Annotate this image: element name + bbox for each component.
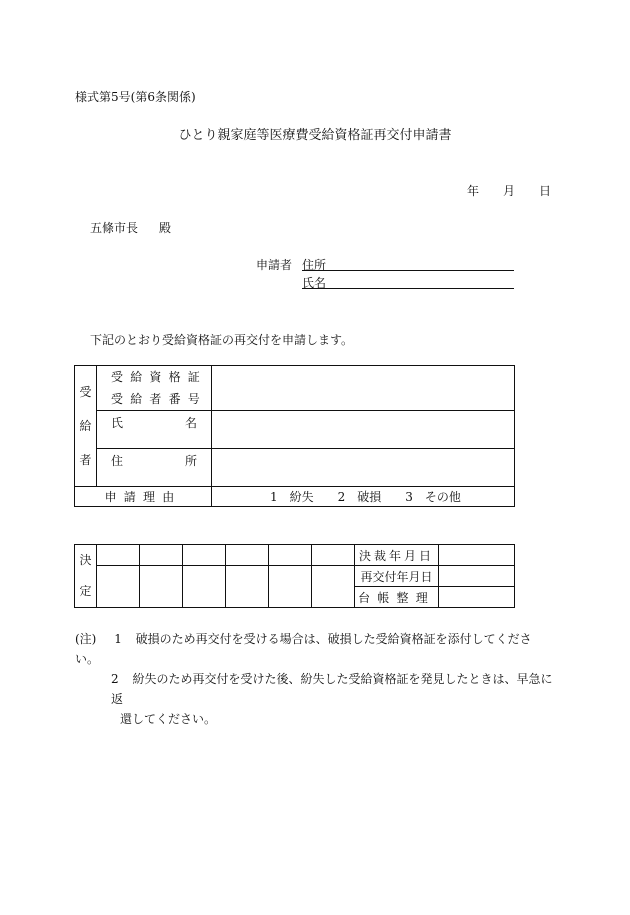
certificate-number-label: 受給資格証 受給者番号 bbox=[97, 366, 212, 411]
applicant-address-label: 住所 bbox=[302, 258, 327, 272]
applicant-name-label: 氏名 bbox=[302, 276, 327, 290]
reissue-date-label: 再交付年月日 bbox=[355, 566, 439, 587]
applicant-label: 申請者 bbox=[256, 258, 293, 272]
stamp-cell-3-top[interactable] bbox=[183, 545, 226, 566]
stamp-cell-6-top[interactable] bbox=[312, 545, 355, 566]
decision-char-1: 決 bbox=[79, 553, 92, 567]
stamp-cell-2-top[interactable] bbox=[140, 545, 183, 566]
name-label: 氏 名 bbox=[97, 411, 212, 449]
applicant-table bbox=[74, 365, 515, 507]
form-number: 様式第5号(第6条関係) bbox=[75, 90, 196, 104]
decision-char-2: 定 bbox=[79, 584, 92, 598]
addressee-honorific: 殿 bbox=[159, 221, 172, 235]
stamp-cell-3-bottom[interactable] bbox=[183, 566, 226, 608]
note-1: (注) 1 破損のため再交付を受ける場合は、破損した受給資格証を添付してください。 bbox=[75, 632, 532, 666]
stamp-cell-4-top[interactable] bbox=[226, 545, 269, 566]
address-field[interactable] bbox=[212, 449, 515, 487]
stamp-cell-2-bottom[interactable] bbox=[140, 566, 183, 608]
ledger-label: 台帳整理 bbox=[355, 587, 439, 608]
stamp-cell-1-top[interactable] bbox=[97, 545, 140, 566]
stamp-cell-4-bottom[interactable] bbox=[226, 566, 269, 608]
side-char-1: 受 bbox=[79, 385, 92, 399]
page-title: ひとり親家庭等医療費受給資格証再交付申請書 bbox=[178, 128, 452, 143]
decision-side-label bbox=[75, 545, 97, 608]
reissue-date-field[interactable] bbox=[439, 566, 515, 587]
decision-table bbox=[74, 544, 515, 608]
stamp-cell-5-top[interactable] bbox=[269, 545, 312, 566]
intro-text: 下記のとおり受給資格証の再交付を申請します。 bbox=[90, 333, 354, 347]
stamp-cell-1-bottom[interactable] bbox=[97, 566, 140, 608]
address-label: 住 所 bbox=[97, 449, 212, 487]
decision-date-field[interactable] bbox=[439, 545, 515, 566]
date-year: 年 bbox=[467, 184, 480, 198]
recipient-side-label bbox=[75, 366, 97, 487]
reason-label: 申請理由 bbox=[75, 487, 212, 507]
ledger-field[interactable] bbox=[439, 587, 515, 608]
date-day: 日 bbox=[539, 184, 552, 198]
side-char-2: 給 bbox=[79, 419, 92, 433]
reason-options[interactable]: 1 紛失 2 破損 3 その他 bbox=[212, 487, 515, 507]
note-2-continued: 還してください。 bbox=[120, 712, 217, 726]
applicant-address-line[interactable] bbox=[302, 270, 514, 271]
side-char-3: 者 bbox=[79, 453, 92, 467]
stamp-cell-5-bottom[interactable] bbox=[269, 566, 312, 608]
addressee-name: 五條市長 bbox=[90, 221, 139, 235]
note-2: 2 紛失のため再交付を受けた後、紛失した受給資格証を発見したときは、早急に返 bbox=[111, 672, 553, 706]
stamp-cell-6-bottom[interactable] bbox=[312, 566, 355, 608]
date-month: 月 bbox=[503, 184, 516, 198]
name-field[interactable] bbox=[212, 411, 515, 449]
decision-date-label: 決裁年月日 bbox=[355, 545, 439, 566]
certificate-number-field[interactable] bbox=[212, 366, 515, 411]
notes bbox=[75, 629, 555, 729]
applicant-name-line[interactable] bbox=[302, 288, 514, 289]
